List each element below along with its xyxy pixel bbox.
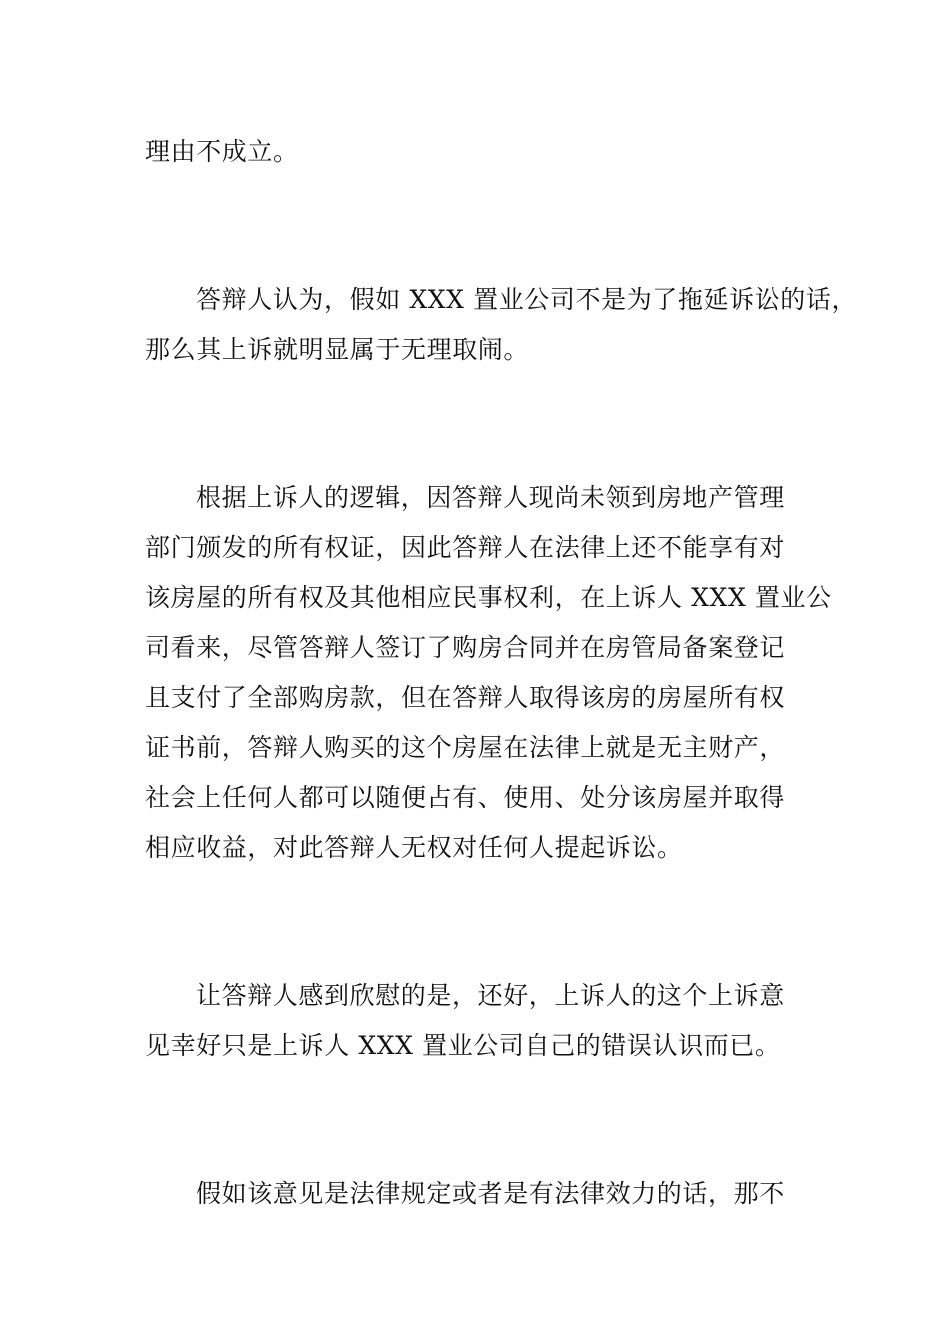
paragraph-3-line-6: 证书前，答辩人购买的这个房屋在法律上就是无主财产， xyxy=(145,733,786,762)
paragraph-3-line-3: 该房屋的所有权及其他相应民事权利，在上诉人 XXX 置业公 xyxy=(145,583,832,612)
paragraph-2-line-2: 那么其上诉就明显属于无理取闹。 xyxy=(145,335,530,364)
paragraph-3-line-7: 社会上任何人都可以随便占有、使用、处分该房屋并取得 xyxy=(145,783,786,812)
paragraph-4-line-2: 见幸好只是上诉人 XXX 置业公司自己的错误认识而已。 xyxy=(145,1031,781,1060)
paragraph-3-line-8: 相应收益，对此答辩人无权对任何人提起诉讼。 xyxy=(145,833,683,862)
paragraph-3-line-4: 司看来，尽管答辩人签订了购房合同并在房管局备案登记 xyxy=(145,633,786,662)
paragraph-5-line-1: 假如该意见是法律规定或者是有法律效力的话，那不 xyxy=(196,1179,785,1208)
paragraph-3-line-2: 部门颁发的所有权证，因此答辩人在法律上还不能享有对 xyxy=(145,533,786,562)
paragraph-3-line-1: 根据上诉人的逻辑，因答辩人现尚未领到房地产管理 xyxy=(196,483,785,512)
paragraph-2-line-1: 答辩人认为，假如 XXX 置业公司不是为了拖延诉讼的话， xyxy=(196,285,858,314)
paragraph-3-line-5: 且支付了全部购房款，但在答辩人取得该房的房屋所有权 xyxy=(145,683,786,712)
paragraph-1-line-1: 理由不成立。 xyxy=(145,137,299,166)
paragraph-4-line-1: 让答辩人感到欣慰的是，还好，上诉人的这个上诉意 xyxy=(196,981,785,1010)
